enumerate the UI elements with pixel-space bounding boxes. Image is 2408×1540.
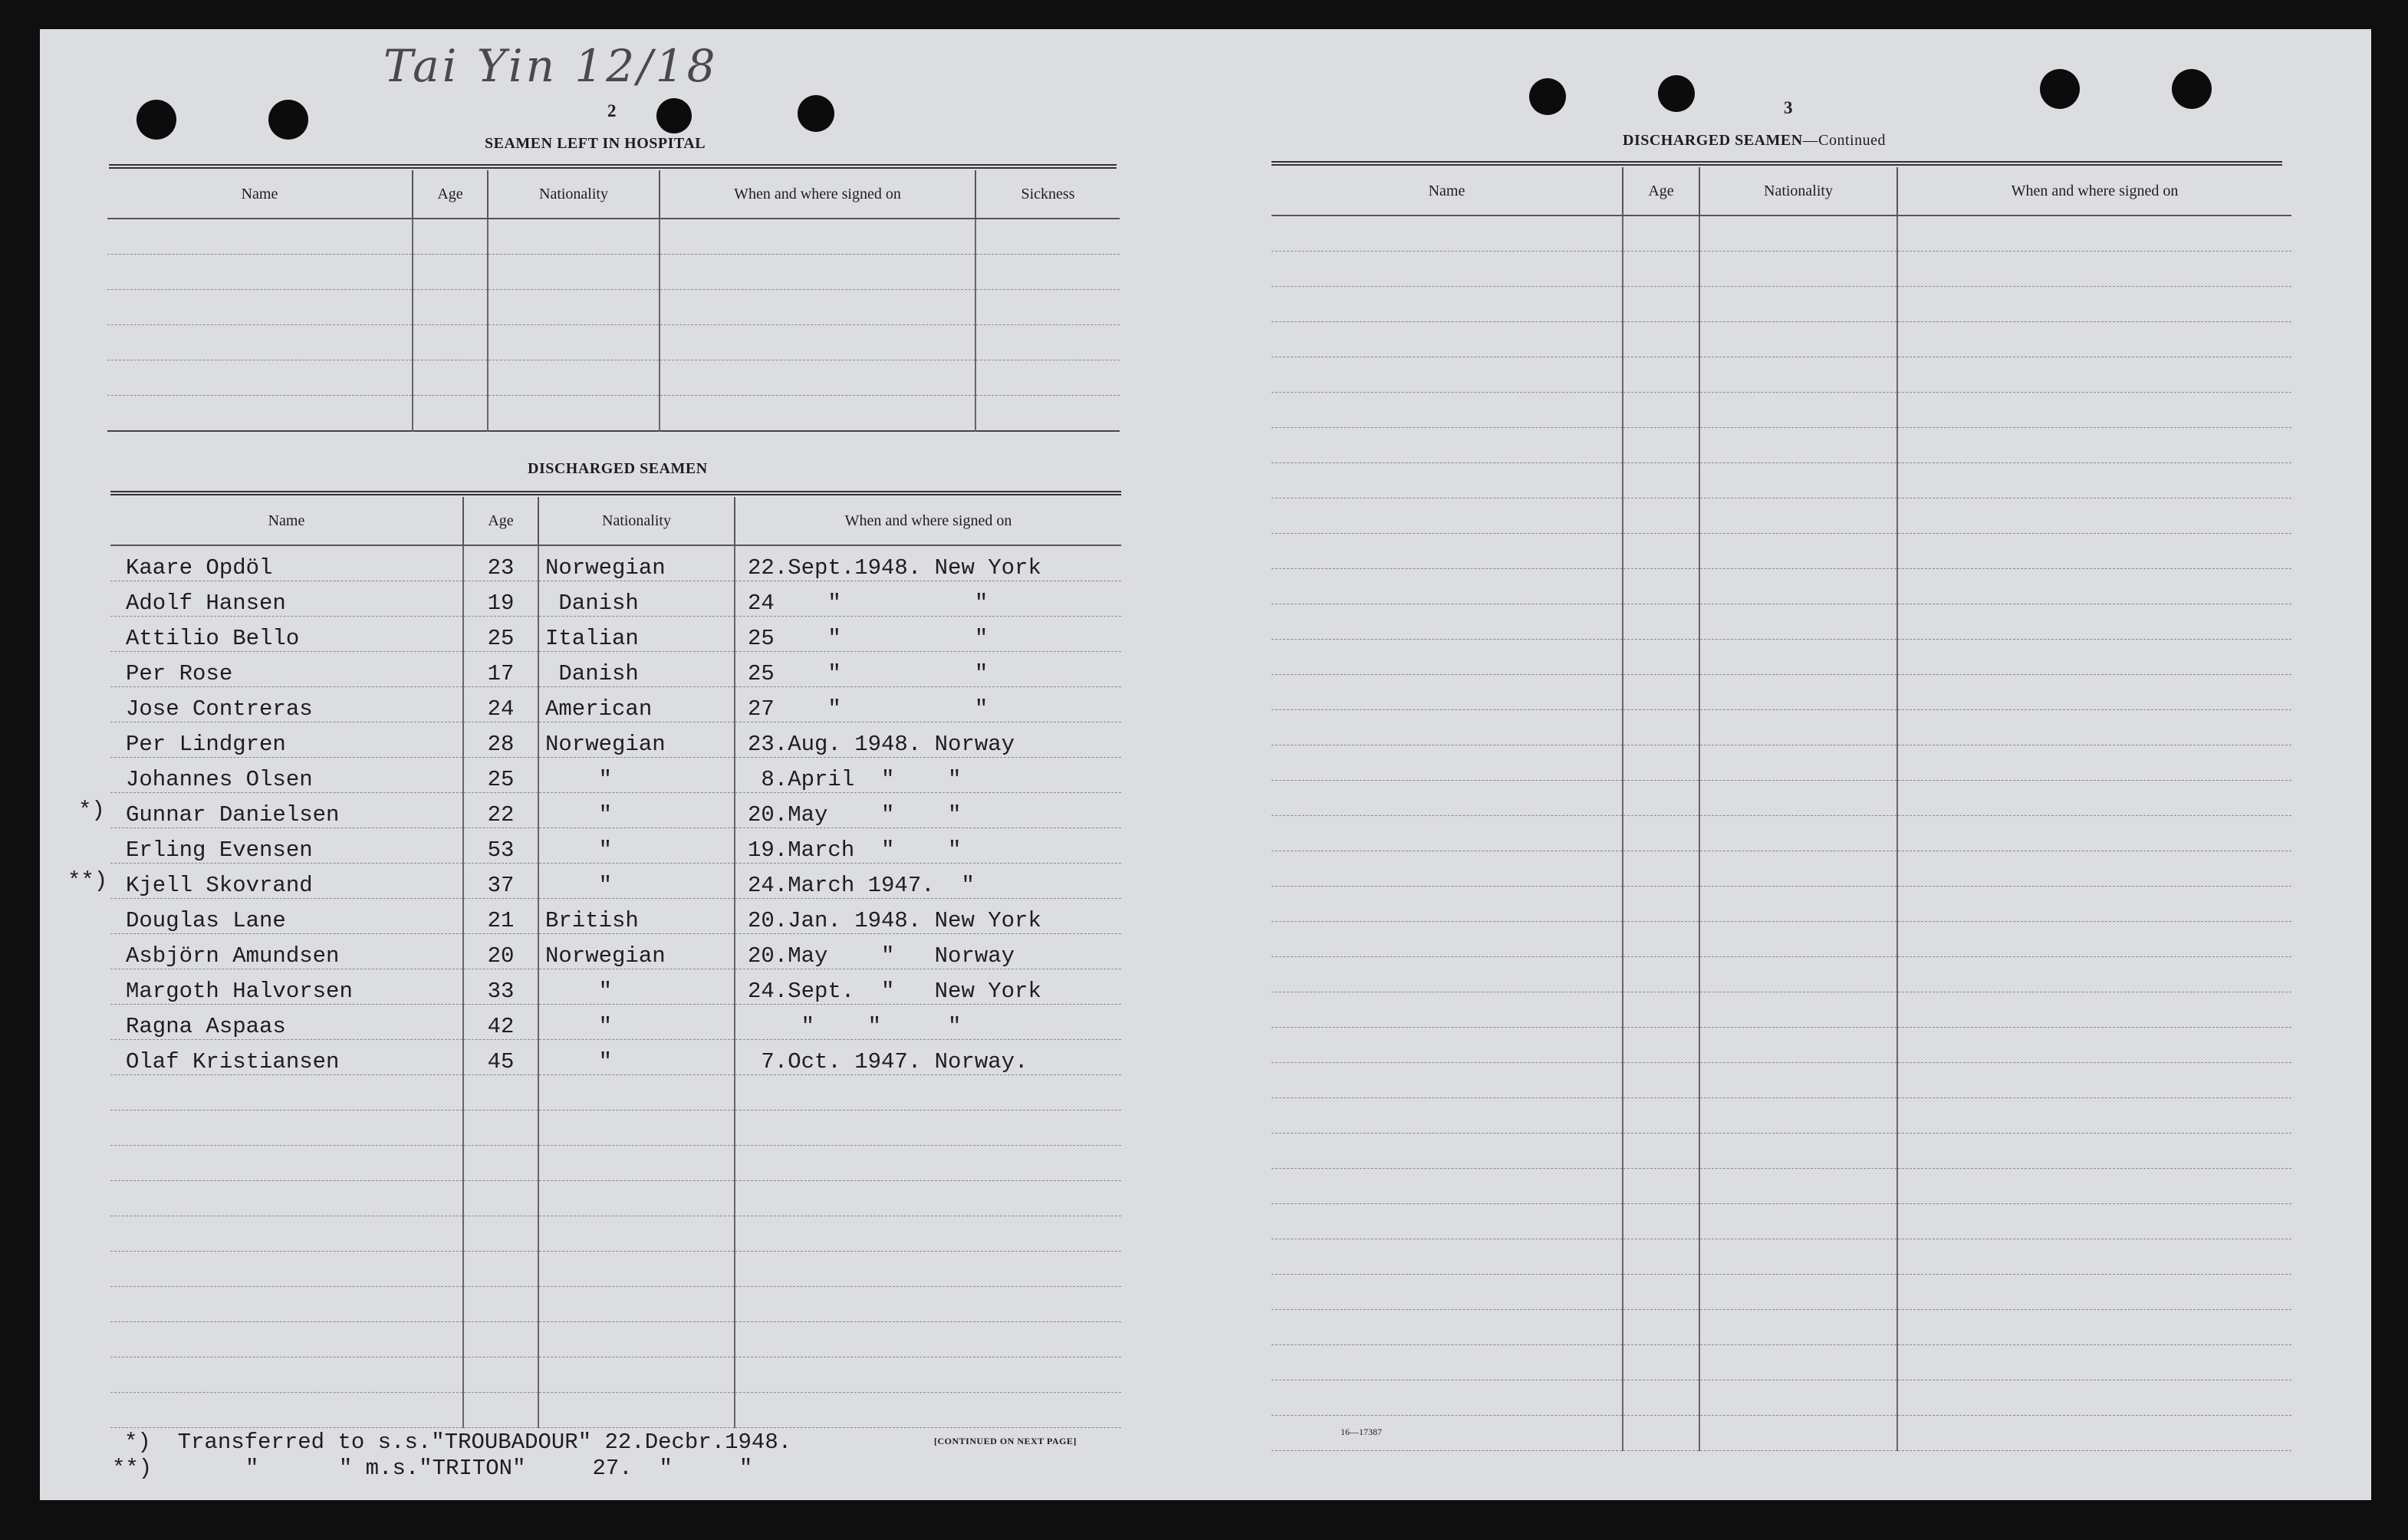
seaman-name: Attilio Bello — [110, 617, 463, 652]
form-number: 16—17387 — [1341, 1426, 1382, 1437]
seaman-name — [110, 1216, 463, 1252]
seaman-nationality: British — [538, 899, 735, 934]
col-header-nationality: Nationality — [1699, 167, 1897, 216]
seaman-name — [110, 1287, 463, 1322]
table-row — [1271, 216, 2291, 252]
page-number: 2 — [607, 101, 617, 120]
table-row — [110, 652, 1121, 687]
page-number: 3 — [1784, 98, 1793, 117]
seaman-name — [110, 1252, 463, 1287]
discharged-section-title: DISCHARGED SEAMEN — [528, 460, 708, 477]
table-row — [1271, 287, 2291, 322]
seaman-nationality: " — [538, 828, 735, 864]
col-header-nationality: Nationality — [538, 497, 735, 545]
table-row — [1271, 393, 2291, 428]
table-row — [110, 1393, 1121, 1428]
seaman-name — [110, 1181, 463, 1216]
seaman-name: Olaf Kristiansen — [110, 1040, 463, 1075]
table-row — [1271, 675, 2291, 710]
table-row — [1271, 745, 2291, 781]
seaman-nationality — [538, 1111, 735, 1146]
discharged-continued-title — [1623, 132, 1886, 150]
handwritten-note: Tai Yin 12/18 — [383, 40, 719, 92]
document-sheet — [40, 29, 2371, 1500]
footnote-marker: *) — [78, 798, 105, 823]
table-row — [1271, 887, 2291, 922]
table-row — [1271, 252, 2291, 287]
seaman-signed-on: 24.Sept. " New York — [735, 969, 1121, 1005]
table-row — [110, 687, 1121, 722]
footnote-marker: **) — [67, 868, 108, 893]
seaman-age: 25 — [463, 617, 538, 652]
seaman-nationality: Norwegian — [538, 722, 735, 758]
right-top-rule — [1271, 161, 2282, 166]
seaman-name: Kaare Opdöl — [110, 545, 463, 581]
seaman-signed-on: 19.March " " — [735, 828, 1121, 864]
seaman-age: 53 — [463, 828, 538, 864]
seaman-name — [110, 1322, 463, 1357]
table-row — [1271, 816, 2291, 851]
table-row — [1271, 1204, 2291, 1239]
seaman-nationality: " — [538, 1005, 735, 1040]
table-row — [1271, 957, 2291, 992]
table-row — [110, 581, 1121, 617]
table-row — [110, 1357, 1121, 1393]
col-header-age: Age — [1623, 167, 1699, 216]
table-row — [110, 934, 1121, 969]
seaman-age — [463, 1181, 538, 1216]
table-row — [1271, 463, 2291, 499]
seaman-signed-on: 24.March 1947. " — [735, 864, 1121, 899]
table-row — [1271, 1380, 2291, 1416]
seaman-name — [110, 1075, 463, 1111]
hospital-top-rule — [109, 164, 1117, 169]
seaman-name — [110, 1111, 463, 1146]
seaman-age — [463, 1146, 538, 1181]
discharged-header-row — [110, 497, 1121, 545]
seaman-age: 19 — [463, 581, 538, 617]
col-header-age: Age — [463, 497, 538, 545]
seaman-signed-on: 20.May " Norway — [735, 934, 1121, 969]
title-main: DISCHARGED SEAMEN — [1623, 132, 1803, 149]
seaman-signed-on: 24 " " — [735, 581, 1121, 617]
col-header-when-where: When and where signed on — [1897, 167, 2291, 216]
seaman-age: 24 — [463, 687, 538, 722]
seaman-nationality: American — [538, 687, 735, 722]
seaman-age — [463, 1393, 538, 1428]
seaman-signed-on: 23.Aug. 1948. Norway — [735, 722, 1121, 758]
col-header-age: Age — [413, 170, 488, 219]
seaman-nationality: Norwegian — [538, 934, 735, 969]
seaman-age: 23 — [463, 545, 538, 581]
seaman-age: 22 — [463, 793, 538, 828]
seaman-nationality: Danish — [538, 581, 735, 617]
col-header-name: Name — [107, 170, 413, 219]
table-row — [110, 1287, 1121, 1322]
seaman-nationality — [538, 1252, 735, 1287]
col-header-when-where: When and where signed on — [660, 170, 975, 219]
table-row — [1271, 569, 2291, 604]
seaman-nationality: Norwegian — [538, 545, 735, 581]
table-row — [1271, 1416, 2291, 1451]
seaman-age: 17 — [463, 652, 538, 687]
seaman-signed-on: 20.Jan. 1948. New York — [735, 899, 1121, 934]
discharged-top-rule — [110, 491, 1121, 495]
col-header-nationality: Nationality — [488, 170, 660, 219]
seaman-nationality — [538, 1393, 735, 1428]
seaman-signed-on: 8.April " " — [735, 758, 1121, 793]
table-row — [110, 1252, 1121, 1287]
seaman-signed-on: " " " — [735, 1005, 1121, 1040]
right-header-row — [1271, 167, 2291, 216]
table-row — [107, 360, 1120, 396]
seaman-signed-on — [735, 1252, 1121, 1287]
seaman-age: 33 — [463, 969, 538, 1005]
hospital-section-title: SEAMEN LEFT IN HOSPITAL — [485, 135, 706, 152]
seaman-nationality — [538, 1181, 735, 1216]
table-row — [1271, 1169, 2291, 1204]
seaman-signed-on: 25 " " — [735, 617, 1121, 652]
col-header-name: Name — [110, 497, 463, 545]
hospital-table — [107, 170, 1120, 432]
col-header-when-where: When and where signed on — [735, 497, 1121, 545]
seaman-name — [110, 1357, 463, 1393]
seaman-signed-on — [735, 1322, 1121, 1357]
seaman-signed-on — [735, 1287, 1121, 1322]
table-row — [1271, 922, 2291, 957]
seaman-signed-on: 20.May " " — [735, 793, 1121, 828]
seaman-name: Douglas Lane — [110, 899, 463, 934]
left-page — [40, 29, 1160, 1500]
seaman-nationality — [538, 1357, 735, 1393]
seaman-name: Margoth Halvorsen — [110, 969, 463, 1005]
seaman-signed-on — [735, 1146, 1121, 1181]
table-row — [110, 1322, 1121, 1357]
col-header-name: Name — [1271, 167, 1623, 216]
table-row — [1271, 428, 2291, 463]
seaman-age: 42 — [463, 1005, 538, 1040]
table-row — [110, 793, 1121, 828]
seaman-name: Adolf Hansen — [110, 581, 463, 617]
seaman-age: 37 — [463, 864, 538, 899]
seaman-signed-on — [735, 1357, 1121, 1393]
table-row — [1271, 710, 2291, 745]
seaman-signed-on — [735, 1216, 1121, 1252]
table-row — [110, 1075, 1121, 1111]
table-row — [110, 1111, 1121, 1146]
seaman-age — [463, 1357, 538, 1393]
seaman-age — [463, 1287, 538, 1322]
seaman-nationality: Danish — [538, 652, 735, 687]
table-row — [110, 864, 1121, 899]
table-row — [107, 255, 1120, 290]
seaman-age: 28 — [463, 722, 538, 758]
table-row — [110, 545, 1121, 581]
seaman-name: Gunnar Danielsen — [110, 793, 463, 828]
table-row — [1271, 1275, 2291, 1310]
table-row — [1271, 604, 2291, 640]
seaman-age — [463, 1216, 538, 1252]
table-row — [110, 722, 1121, 758]
footnote-transferred-2: **) " " m.s."TRITON" 27. " " — [112, 1456, 753, 1481]
seaman-signed-on: 27 " " — [735, 687, 1121, 722]
seaman-age — [463, 1252, 538, 1287]
seaman-nationality — [538, 1146, 735, 1181]
table-row — [1271, 851, 2291, 887]
table-row — [1271, 640, 2291, 675]
seaman-signed-on: 7.Oct. 1947. Norway. — [735, 1040, 1121, 1075]
seaman-nationality — [538, 1216, 735, 1252]
seaman-age: 25 — [463, 758, 538, 793]
seaman-nationality — [538, 1075, 735, 1111]
seaman-nationality: " — [538, 793, 735, 828]
footnote-transferred-1: *) Transferred to s.s."TROUBADOUR" 22.Decbr.1948. — [124, 1430, 792, 1455]
seaman-name: Jose Contreras — [110, 687, 463, 722]
table-row — [1271, 1028, 2291, 1063]
discharged-continued-table — [1271, 167, 2291, 1451]
col-header-sickness: Sickness — [975, 170, 1120, 219]
discharged-table — [110, 497, 1121, 1428]
seaman-name — [110, 1393, 463, 1428]
table-row — [110, 828, 1121, 864]
table-row — [1271, 1098, 2291, 1134]
table-row — [1271, 322, 2291, 357]
table-row — [1271, 781, 2291, 816]
table-row — [1271, 1134, 2291, 1169]
seaman-age: 21 — [463, 899, 538, 934]
seaman-nationality: Italian — [538, 617, 735, 652]
table-row — [110, 617, 1121, 652]
table-row — [110, 1040, 1121, 1075]
seaman-age — [463, 1322, 538, 1357]
table-row — [1271, 357, 2291, 393]
seaman-nationality: " — [538, 864, 735, 899]
table-row — [107, 325, 1120, 360]
seaman-signed-on: 22.Sept.1948. New York — [735, 545, 1121, 581]
hospital-header-row — [107, 170, 1120, 219]
table-row — [110, 1181, 1121, 1216]
table-row — [110, 1146, 1121, 1181]
table-row — [110, 1005, 1121, 1040]
table-row — [1271, 992, 2291, 1028]
seaman-name — [110, 1146, 463, 1181]
table-row — [107, 219, 1120, 255]
right-page — [1236, 29, 2356, 1500]
seaman-nationality — [538, 1287, 735, 1322]
seaman-name: Per Rose — [110, 652, 463, 687]
seaman-signed-on — [735, 1181, 1121, 1216]
seaman-age — [463, 1111, 538, 1146]
seaman-name: Asbjörn Amundsen — [110, 934, 463, 969]
table-row — [110, 969, 1121, 1005]
seaman-signed-on — [735, 1393, 1121, 1428]
seaman-name: Erling Evensen — [110, 828, 463, 864]
title-continued: —Continued — [1802, 132, 1886, 149]
seaman-age — [463, 1075, 538, 1111]
table-row — [1271, 534, 2291, 569]
seaman-name: Kjell Skovrand — [110, 864, 463, 899]
table-row — [1271, 1310, 2291, 1345]
seaman-age: 45 — [463, 1040, 538, 1075]
table-row — [1271, 1345, 2291, 1380]
table-row — [1271, 1063, 2291, 1098]
seaman-signed-on — [735, 1075, 1121, 1111]
seaman-age: 20 — [463, 934, 538, 969]
seaman-nationality — [538, 1322, 735, 1357]
seaman-name: Ragna Aspaas — [110, 1005, 463, 1040]
seaman-name: Johannes Olsen — [110, 758, 463, 793]
table-row — [107, 396, 1120, 432]
seaman-nationality: " — [538, 969, 735, 1005]
table-row — [107, 290, 1120, 325]
table-row — [110, 758, 1121, 793]
table-row — [1271, 499, 2291, 534]
table-row — [1271, 1239, 2291, 1275]
seaman-name: Per Lindgren — [110, 722, 463, 758]
seaman-signed-on — [735, 1111, 1121, 1146]
seaman-nationality: " — [538, 1040, 735, 1075]
seaman-nationality: " — [538, 758, 735, 793]
continued-note: [CONTINUED ON NEXT PAGE] — [934, 1436, 1077, 1446]
table-row — [110, 1216, 1121, 1252]
seaman-signed-on: 25 " " — [735, 652, 1121, 687]
table-row — [110, 899, 1121, 934]
